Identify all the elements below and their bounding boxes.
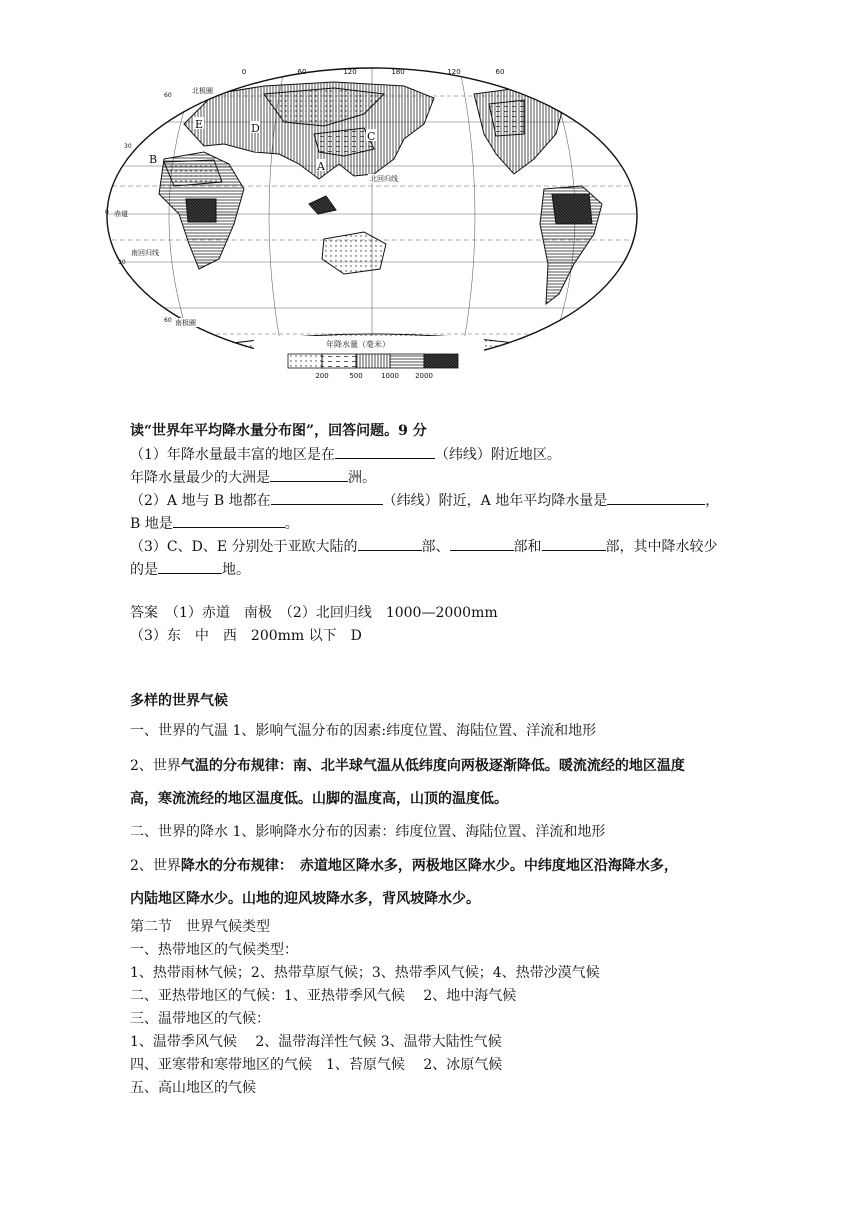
note-precipitation-factors: 二、世界的降水 1、影响降水分布的因素：纬度位置、海陆位置、洋流和地形 — [130, 824, 606, 840]
answer-blank — [450, 537, 514, 551]
longitude-label: 0 — [241, 68, 247, 76]
arctic-circle-label: 北极圈 — [192, 87, 213, 95]
legend-tick: 200 — [315, 372, 329, 380]
latitude-label: 60 — [164, 92, 172, 99]
legend-tick: 1000 — [381, 372, 399, 380]
equator-label: 赤道 — [114, 210, 128, 218]
longitude-label: 120 — [343, 68, 357, 76]
legend-tick: 500 — [349, 372, 363, 380]
note-precipitation-pattern-cont: 内陆地区降水少。山地的迎风坡降水多，背风坡降水少。 — [130, 891, 480, 907]
note-temperature-pattern-cont: 高，寒流流经的地区温度低。山脚的温度高，山顶的温度低。 — [130, 791, 508, 807]
climate-heading-tropical: 一、热带地区的气候类型： — [130, 942, 298, 958]
question-2b: B 地是 。 — [130, 516, 299, 532]
answer-blank — [335, 445, 435, 459]
tropic-capricorn-label: 南回归线 — [131, 249, 159, 257]
question-3a: （3）C、D、E 分别处于亚欧大陆的 部、 部和 部，其中降水较少 — [130, 539, 718, 555]
point-label-b: B — [149, 153, 158, 166]
answer-blank — [271, 491, 383, 505]
answer-line-2: （3）东 中 西 200mm 以下 D — [130, 628, 362, 644]
answer-blank — [173, 514, 285, 528]
answer-blank — [270, 468, 348, 482]
latitude-label: 60 — [164, 317, 172, 324]
question-1b: 年降水量最少的大洲是 洲。 — [130, 470, 376, 486]
answer-blank — [358, 537, 422, 551]
question-2a: （2）A 地与 B 地都在 （纬线）附近，A 地年平均降水量是 ， — [130, 493, 720, 509]
longitude-label: 180 — [391, 68, 405, 76]
note-temperature-factors: 一、世界的气温 1、影响气温分布的因素:纬度位置、海陆位置、洋流和地形 — [130, 723, 597, 739]
map-legend — [254, 336, 484, 386]
point-label-c: C — [367, 130, 376, 143]
question-3b: 的是 地。 — [130, 562, 250, 578]
legend-title: 年降水量（毫米） — [326, 340, 390, 349]
precipitation-map — [104, 64, 644, 386]
point-label-a: A — [317, 160, 325, 173]
answer-blank — [158, 560, 222, 574]
question-title: 读“世界年平均降水量分布图”，回答问题。9 分 — [130, 423, 427, 439]
climate-list-temperate: 1、温带季风气候 2、温带海洋性气候 3、温带大陆性气候 — [130, 1034, 502, 1050]
note-temperature-pattern: 2、世界气温的分布规律：南、北半球气温从低纬度向两极逐渐降低。暖流流经的地区温度 — [130, 758, 685, 774]
antarctic-circle-label: 南极圈 — [175, 319, 196, 327]
longitude-label: 60 — [495, 68, 505, 76]
latitude-label: 0 — [105, 209, 109, 216]
climate-list-polar: 四、亚寒带和寒带地区的气候 1、苔原气候 2、冰原气候 — [130, 1057, 503, 1073]
tropic-cancer-label: 北回归线 — [370, 175, 398, 183]
answer-blank — [542, 537, 606, 551]
climate-list-subtropical: 二、亚热带地区的气候：1、亚热带季风气候 2、地中海气候 — [130, 988, 517, 1004]
legend-tick: 2000 — [415, 372, 433, 380]
question-1a: （1）年降水量最丰富的地区是在 （纬线）附近地区。 — [130, 447, 561, 463]
section-title: 第二节 世界气候类型 — [130, 919, 270, 935]
longitude-label: 60 — [297, 68, 307, 76]
longitude-label: 120 — [447, 68, 461, 76]
answer-blank — [607, 491, 705, 505]
point-label-e: E — [195, 118, 204, 131]
note-precipitation-pattern: 2、世界降水的分布规律： 赤道地区降水多，两极地区降水少。中纬度地区沿海降水多， — [130, 858, 678, 874]
point-label-d: D — [251, 122, 260, 135]
latitude-label: 30 — [118, 259, 126, 266]
climate-heading-temperate: 三、温带地区的气候： — [130, 1011, 270, 1027]
section-heading: 多样的世界气候 — [130, 693, 228, 709]
climate-list-tropical: 1、热带雨林气候；2、热带草原气候；3、热带季风气候；4、热带沙漠气候 — [130, 965, 600, 981]
answer-line-1: 答案 （1）赤道 南极 （2）北回归线 1000—2000mm — [130, 605, 498, 621]
latitude-label: 30 — [124, 143, 132, 150]
climate-heading-highland: 五、高山地区的气候 — [130, 1080, 256, 1096]
